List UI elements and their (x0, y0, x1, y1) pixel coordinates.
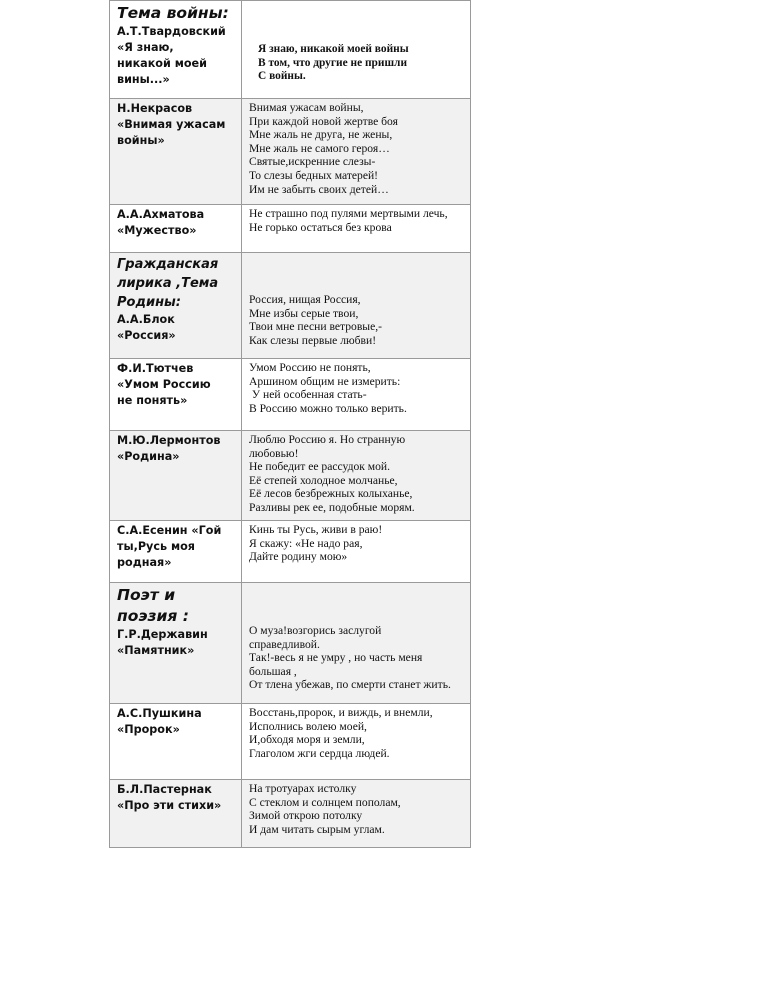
poem-line: Восстань,пророк, и виждь, и внемли, (249, 706, 433, 719)
author-cell (110, 99, 242, 205)
author-line: С.А.Есенин «Гой (117, 524, 222, 537)
title-line: никакой моей (117, 57, 207, 70)
poem-line: В том, что другие не пришли (258, 56, 408, 69)
table-row (110, 780, 471, 848)
poem-line: Разливы рек ее, подобные морям. (249, 500, 415, 514)
poem-line: Исполнись волею моей, (249, 719, 367, 733)
title-line: не понять» (117, 394, 188, 407)
poem-line: Глаголом жги сердца людей. (249, 746, 390, 760)
poem-line: И дам читать сырым углам. (249, 822, 385, 836)
poem-cell (242, 780, 471, 848)
poem-line: любовью! (249, 446, 299, 460)
author-cell (110, 359, 242, 431)
author-line: А.Т.Твардовский (117, 25, 226, 38)
title-line: «Внимая ужасам (117, 118, 226, 131)
poem-cell (242, 521, 471, 583)
author-cell (110, 1, 242, 99)
poem-line: Умом Россию не понять, (249, 361, 371, 374)
author-line: Ф.И.Тютчев (117, 362, 194, 375)
poem-cell (242, 253, 471, 359)
author-cell (110, 253, 242, 359)
poem-line: Мне жаль не друга, не жены, (249, 128, 393, 142)
poem-line: Зимой открою потолку (249, 809, 363, 823)
poem-line: В Россию можно только верить. (249, 401, 407, 415)
poem-line: На тротуарах истолку (249, 782, 357, 795)
author-cell (110, 205, 242, 253)
poem-line: Я скажу: «Не надо рая, (249, 536, 363, 550)
poem-text (249, 624, 466, 692)
poem-text (249, 782, 466, 836)
poetry-table (109, 0, 471, 848)
table-row (110, 431, 471, 521)
table-row (110, 253, 471, 359)
poem-cell (242, 431, 471, 521)
poem-line: О муза!возгорись заслугой (249, 624, 382, 637)
poem-line: И,обходя моря и земли, (249, 733, 365, 747)
poem-line: С войны. (258, 70, 306, 83)
table-row (110, 1, 471, 99)
poem-line: Россия, нищая Россия, (249, 293, 361, 306)
table-row (110, 99, 471, 205)
poem-line: У ней особенная стать- (249, 388, 367, 402)
section-heading: поэзия : (117, 607, 189, 625)
section-heading: лирика ,Тема (117, 276, 219, 291)
poem-text (249, 523, 466, 564)
title-line: родная» (117, 556, 172, 569)
poem-text (258, 43, 466, 84)
title-line: «Умом Россию (117, 378, 211, 391)
poem-text (249, 207, 466, 234)
poem-line: Кинь ты Русь, живи в раю! (249, 523, 383, 536)
author-line: Б.Л.Пастернак (117, 783, 212, 796)
poem-line: Как слезы первые любви! (249, 333, 377, 347)
title-line: «Я знаю, (117, 41, 174, 54)
poem-cell (242, 359, 471, 431)
poem-line: Им не забыть своих детей… (249, 182, 389, 196)
table-row (110, 704, 471, 780)
poem-text (249, 433, 466, 515)
poem-line: Не страшно под пулями мертвыми лечь, (249, 207, 448, 220)
poem-cell (242, 583, 471, 704)
poem-line: Её степей холодное молчанье, (249, 473, 398, 487)
poem-text (249, 293, 466, 347)
poem-line: Люблю Россию я. Но странную (249, 433, 406, 446)
poem-line: С стеклом и солнцем пополам, (249, 795, 401, 809)
poem-cell (242, 99, 471, 205)
poem-cell (242, 704, 471, 780)
title-line: «Мужество» (117, 224, 197, 237)
author-line: Н.Некрасов (117, 102, 193, 115)
section-heading: Гражданская (117, 257, 219, 272)
poem-line: Святые,искренние слезы- (249, 155, 376, 169)
title-line: «Родина» (117, 450, 180, 463)
title-line: «Россия» (117, 329, 176, 342)
poem-cell (242, 1, 471, 99)
poem-line: Её лесов безбрежных колыханье, (249, 487, 413, 501)
title-line: войны» (117, 134, 165, 147)
title-line: «Памятник» (117, 644, 195, 657)
poem-line: Не горько остаться без крова (249, 220, 392, 234)
section-heading: Поэт и (117, 586, 176, 604)
title-line: «Про эти стихи» (117, 799, 222, 812)
author-cell (110, 521, 242, 583)
poem-line: От тлена убежав, по смерти станет жить. (249, 678, 451, 692)
poem-line: При каждой новой жертве боя (249, 114, 398, 128)
poem-text (249, 361, 466, 415)
poem-line: Я знаю, никакой моей войны (258, 43, 409, 55)
author-cell (110, 704, 242, 780)
poem-line: Внимая ужасам войны, (249, 101, 364, 114)
table-row (110, 359, 471, 431)
author-cell (110, 583, 242, 704)
author-line: Г.Р.Державин (117, 628, 208, 641)
poem-line: Мне жаль не самого героя… (249, 141, 390, 155)
table-row (110, 583, 471, 704)
poem-line: Аршином общим не измерить: (249, 374, 401, 388)
poem-line: Мне избы серые твои, (249, 306, 359, 320)
author-line: А.А.Ахматова (117, 208, 205, 221)
poem-line: Дайте родину мою» (249, 550, 348, 564)
title-line: вины...» (117, 73, 170, 86)
poem-line: Твои мне песни ветровые,- (249, 320, 382, 334)
title-line: «Пророк» (117, 723, 180, 736)
title-line: ты,Русь моя (117, 540, 195, 553)
section-heading: Родины: (117, 295, 182, 310)
author-cell (110, 780, 242, 848)
poem-line: Так!-весь я не умру , но часть меня (249, 651, 423, 665)
author-cell (110, 431, 242, 521)
author-line: А.А.Блок (117, 313, 175, 326)
table-row (110, 521, 471, 583)
poem-line: справедливой. (249, 637, 320, 651)
poem-line: Не победит ее рассудок мой. (249, 460, 391, 474)
table-row (110, 205, 471, 253)
poem-line: То слезы бедных матерей! (249, 168, 379, 182)
poem-text (249, 706, 466, 760)
poem-line: большая , (249, 664, 297, 678)
author-line: А.С.Пушкина (117, 707, 202, 720)
poem-cell (242, 205, 471, 253)
author-line: М.Ю.Лермонтов (117, 434, 221, 447)
section-heading: Тема войны: (117, 4, 229, 22)
poem-text (249, 101, 466, 196)
